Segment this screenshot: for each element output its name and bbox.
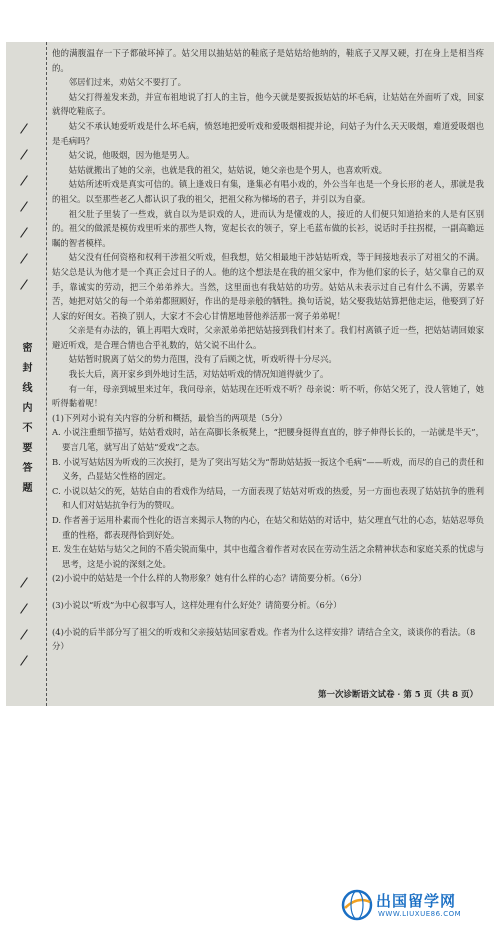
cut-mark xyxy=(20,201,28,211)
cut-mark xyxy=(20,603,28,613)
exam-content xyxy=(52,46,484,686)
passage-paragraph: 父亲是有办法的，镇上再唱大戏时，父亲派弟弟把姑姑接到我们村来了。我们村离镇子近一些，把姑姑请回娘家避近听戏，是合理合情也合乎礼数的，姑父说不出什么。 xyxy=(52,325,484,350)
cut-mark xyxy=(20,149,28,159)
passage-paragraph: 他的满腹温存一下子都破坏掉了。姑父用以抽姑姑的鞋底子是姑姑给他纳的，鞋底子又厚又硬，打在身上是相当疼的。 xyxy=(52,48,484,73)
answer-option: B. 小说写姑姑因为听戏的三次挨打，是为了突出写姑父为“帮助姑姑扳一扳这个毛病”——听戏，而尽的自己的责任和义务，凸显姑父性格的固定。 xyxy=(52,456,484,482)
cut-mark xyxy=(20,655,28,665)
answer-option: C. 小说以姑父的死，姑姑自由的看戏作为结局，一方面表现了姑姑对听戏的热爱，另一方面也表现了姑姑抗争的胜利和人们对姑姑抗争行为的赞叹。 xyxy=(52,485,484,511)
answer-option: D. 作者善于运用朴素而个性化的语言来揭示人物的内心，在姑父和姑姑的对话中，姑父理直气壮的心态，姑姑忍辱负重的性格，都表现得恰到好处。 xyxy=(52,515,484,540)
cut-mark xyxy=(20,175,28,185)
passage xyxy=(52,46,484,411)
seal-line-text: 密封线内不要答题 xyxy=(20,342,31,502)
cut-mark xyxy=(20,629,28,639)
passage-paragraph: 有一年，母亲到城里来过年，我问母亲，姑姑现在还听戏不听？母亲说：听不听，你姑父死了，没人管她了，她听得黏着呢！ xyxy=(52,383,484,409)
question-list xyxy=(52,411,484,666)
question-stem: (4)小说的后半部分写了祖父的听戏和父亲接姑姑回家看戏。作者为什么这样安排？请结合全文，谈谈你的看法。（8分） xyxy=(52,626,476,652)
passage-paragraph: 姑父不承认她爱听戏是什么坏毛病，愤怒地把爱听戏和爱吸烟相提并论，问姑子为什么天天吸烟，难道爱吸烟也是毛病吗？ xyxy=(52,120,484,146)
watermark-name: 出国留学网 xyxy=(376,892,457,910)
answer-space xyxy=(52,654,484,666)
question-stem: (1)下列对小说有关内容的分析和概括，最恰当的两项是（5分） xyxy=(52,412,287,423)
page-footer: 第一次诊断语文试卷 · 第 5 页（共 8 页） xyxy=(317,690,478,700)
passage-paragraph: 姑姑所述听戏是真实可信的。镇上逢戏日有集，逢集必有唱小戏的，外公当年也是一个身长形的老人，那就是我的祖父。以至那些老乙人都认识了我的祖父，把祖父称为梯场的君子，并引以为自豪。 xyxy=(52,179,484,204)
passage-paragraph: 邻居们过来，劝姑父不要打了。 xyxy=(68,77,187,88)
globe-icon xyxy=(340,888,374,922)
passage-paragraph: 姑姑暂时脱离了姑父的势力范围，没有了后顾之忧，听戏听得十分尽兴。 xyxy=(68,354,337,365)
watermark-logo xyxy=(340,888,495,926)
cut-mark xyxy=(20,123,28,133)
cut-mark xyxy=(20,253,28,263)
passage-paragraph: 姑父没有任何资格和权利干涉祖父听戏，但我想，姑父相最地干涉姑姑听戏，等于间接地表示了对祖父的不满。姑父总是认为他才是一个真正会过日子的人。他的这个想法是在我的祖父家中，作为他们家的长子，姑父靠自己的双手，靠诚实的劳动，把三个弟弟养大。当然，这里面也有我姑姑的功劳。姑姑从未表示过自己有什么不满，劳累辛苦，她把对姑父的每一个弟弟都照顾好，作出的是母亲般的牺牲。换句话说，姑父娶我姑姑算把他走运，他娶到了好人家的好闺女。若换了别人，大家才不会心甘情愿地替他养活那一窝子弟弟呢！ xyxy=(52,252,484,321)
passage-paragraph: 我长大后，离开家乡到外地讨生活，对姑姑听戏的情况知道得就少了。 xyxy=(68,369,329,380)
question-stem: (2)小说中的姑姑是一个什么样的人物形象？她有什么样的心态？请简要分析。（6分） xyxy=(52,573,367,584)
passage-paragraph: 姑父打得羞发来劲，并宣布祖地说了打人的主旨，他今天就是要扳扳姑姑的坏毛病，让姑姑在外面听了戏，回家就得吃鞋底子。 xyxy=(52,91,484,117)
exam-page xyxy=(6,42,494,706)
answer-space xyxy=(52,586,484,598)
answer-option: E. 发生在姑姑与姑父之间的不盾尖锐而集中，其中也蕴含着作者对农民在劳动生活之余精神状态和家庭关系的忧虑与思考，这是小说的深刻之处。 xyxy=(52,544,484,569)
cut-mark xyxy=(20,577,28,587)
cut-mark xyxy=(20,279,28,289)
binding-margin xyxy=(6,42,47,706)
question-stem: (3)小说以“听戏”为中心叙事写人，这样处理有什么好处？请简要分析。（6分） xyxy=(52,599,342,610)
answer-option: A. 小说注重细节描写，姑姑看戏时，站在高脚长条板凳上，“把腰身挺得直直的，脖子伸得长长的，一站就是半天”，要言几笔，就写出了姑姑“爱戏”之态。 xyxy=(52,427,484,453)
passage-paragraph: 姑姑就搬出了她的父亲，也就是我的祖父，姑姑说，她父亲也是个男人，也喜欢听戏。 xyxy=(68,164,388,175)
cut-mark xyxy=(20,227,28,237)
answer-space xyxy=(52,613,484,625)
watermark-url: WWW.LIUXUE86.COM xyxy=(378,910,462,918)
passage-paragraph: 祖父肚子里装了一些戏，就自以为是识戏的人，进而认为是懂戏的人，接近的人们便只知道拾来的人是有区别的。祖父的做派是模仿戏里听来的那些人物，宽起长衣的领子，穿上毛蓝布做的长衫，说话时手拄拐棍，一副高瞻远瞩的智者模样。 xyxy=(52,208,484,248)
passage-paragraph: 姑父说，他吸烟，因为他是男人。 xyxy=(68,150,195,161)
